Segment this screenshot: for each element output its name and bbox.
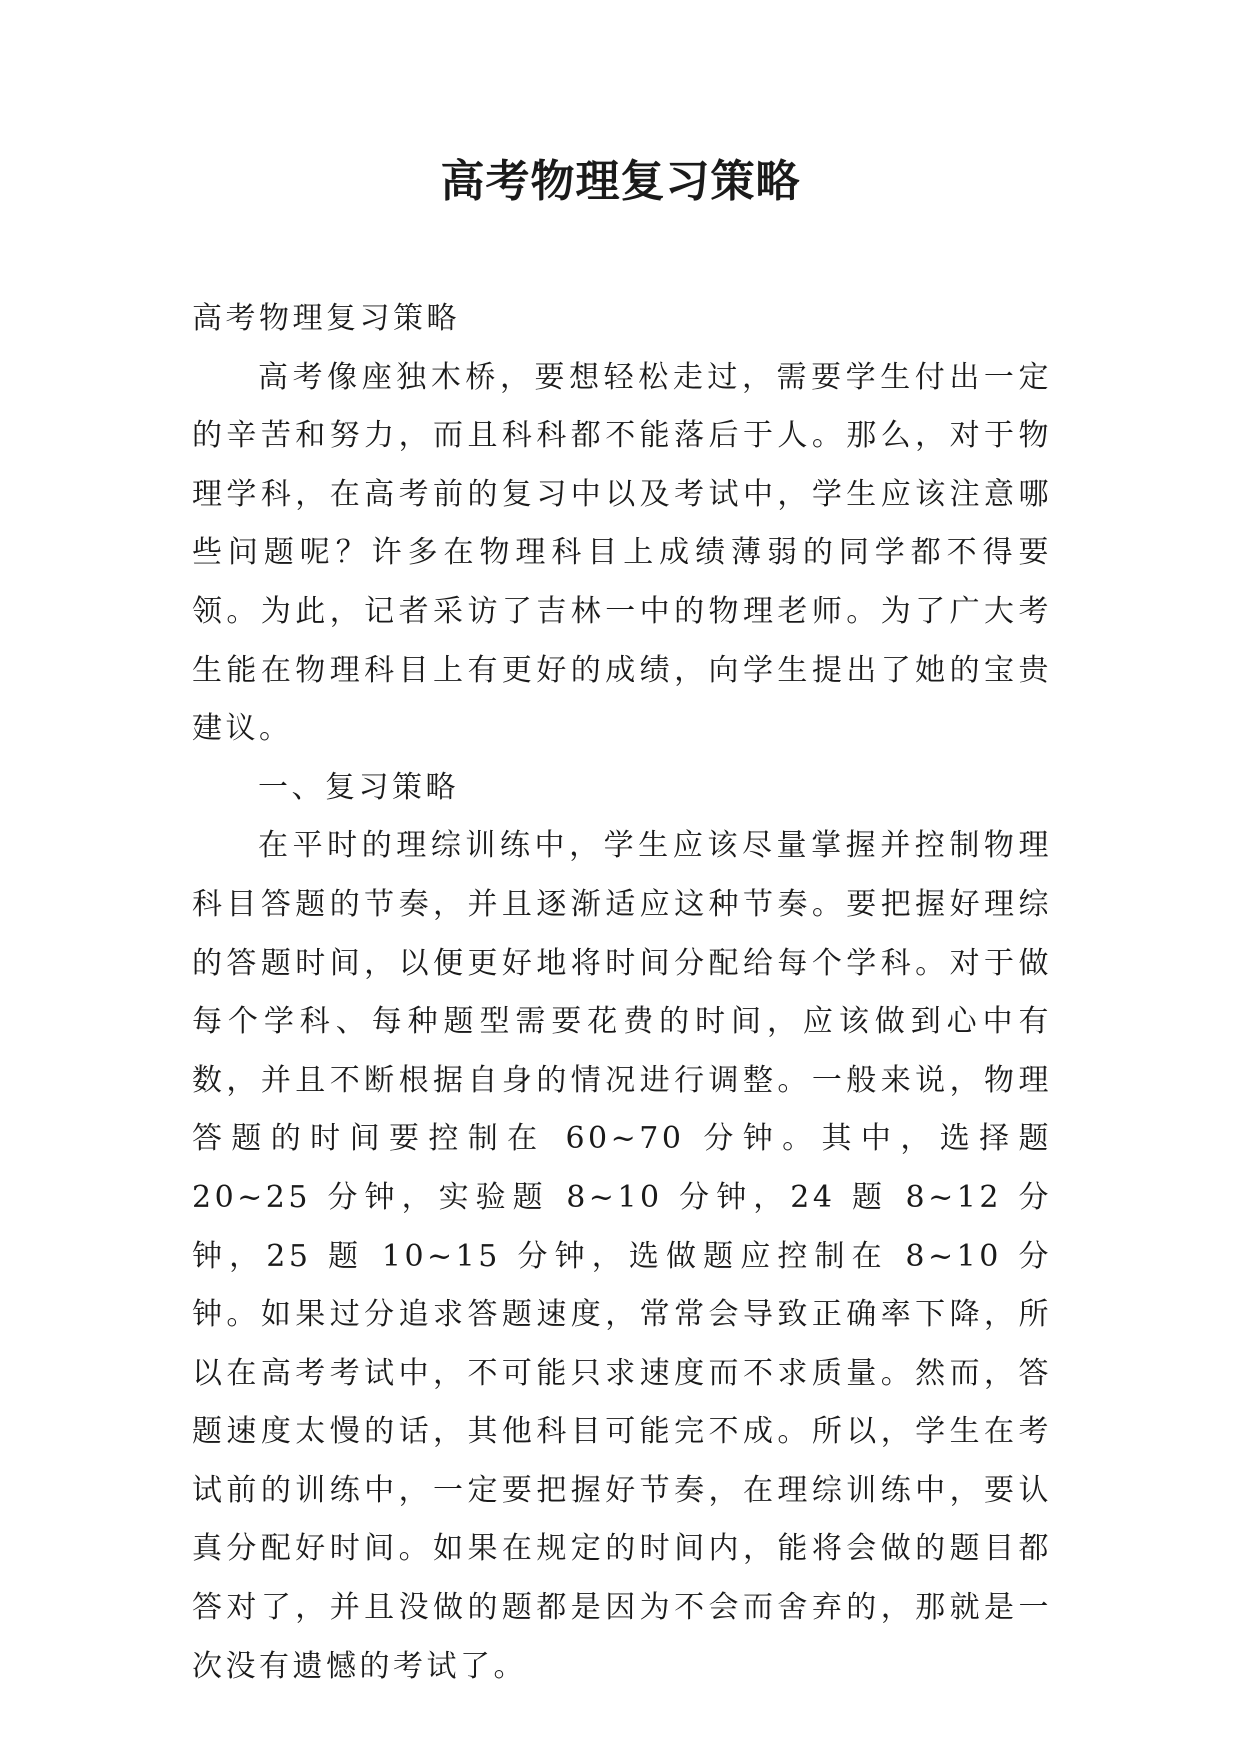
- document-title: 高考物理复习策略: [440, 156, 801, 207]
- intro-paragraph: 高考像座独木桥，要想轻松走过，需要学生付出一定的辛苦和努力，而且科科都不能落后于人。那么，对于物理学科，在高考前的复习中以及考试中，学生应该注意哪些问题呢？许多在物理科目上成绩薄弱的同学都不得要领。为此，记者采访了吉林一中的物理老师。为了广大考生能在物理科目上有更好的成绩，向学生提出了她的宝贵建议。: [192, 359, 1052, 747]
- body-paragraph: 在平时的理综训练中，学生应该尽量掌握并控制物理科目答题的节奏，并且逐渐适应这种节奏。要把握好理综的答题时间，以便更好地将时间分配给每个学科。对于做每个学科、每种题型需要花费的时间，应该做到心中有数，并且不断根据自身的情况进行调整。一般来说，物理答题的时间要控制在 60~70 分钟。其中，选择题 20~25 分钟，实验题 8~10 分钟，24 题 8~12 分钟，25 题 10~15 分钟，选做题应控制在 8~10 分钟。如果过分追求答题速度，常常会导致正确率下降，所以在高考考试中，不可能只求速度而不求质量。然而，答题速度太慢的话，其他科目可能完不成。所以，学生在考试前的训练中，一定要把握好节奏，在理综训练中，要认真分配好时间。如果在规定的时间内，能将会做的题目都答对了，并且没做的题都是因为不会而舍弃的，那就是一次没有遗憾的考试了。: [192, 828, 1052, 1684]
- document-body: [192, 290, 1052, 1696]
- subtitle-paragraph: 高考物理复习策略: [192, 301, 460, 336]
- section-heading: 一、复习策略: [258, 769, 459, 805]
